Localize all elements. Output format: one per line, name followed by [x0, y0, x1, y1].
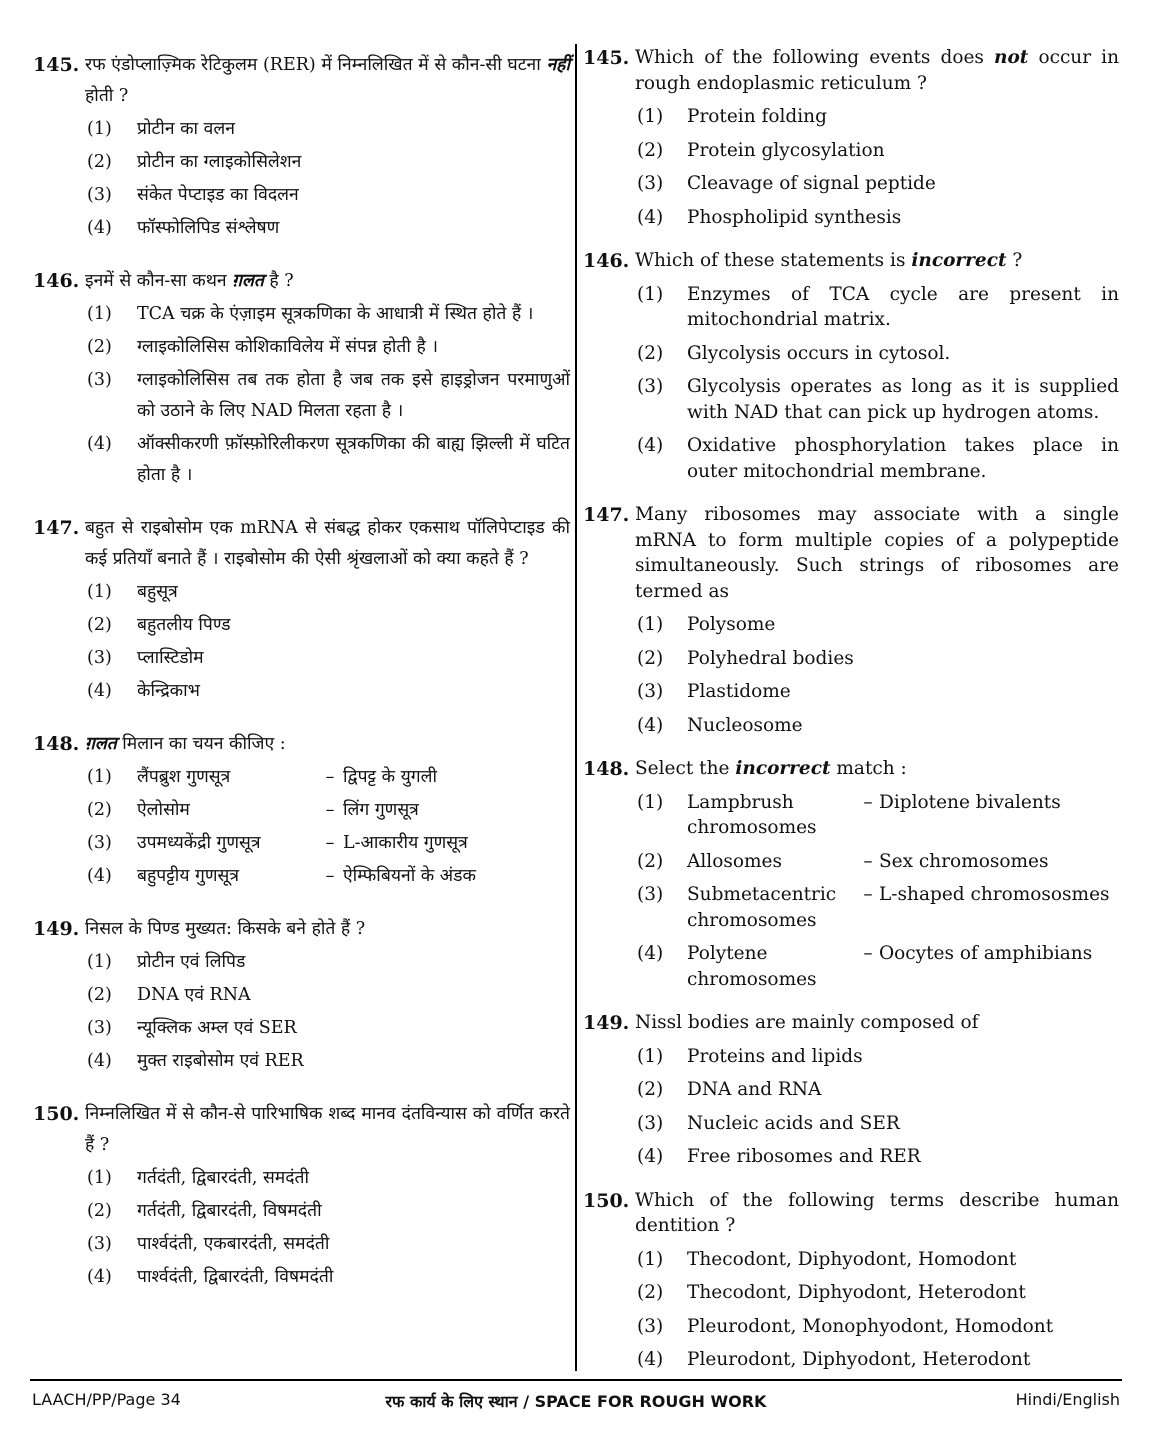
emphasis-word: ग़लत [232, 271, 264, 291]
question-text [85, 1099, 570, 1161]
option [85, 795, 570, 826]
question-145 [33, 50, 570, 244]
option-text: Pleurodont, Diphyodont, Heterodont [687, 1349, 1031, 1370]
column-divider [575, 44, 577, 1371]
option-number: (3) [637, 376, 664, 397]
option-number: (2) [87, 1201, 112, 1221]
option-text: Proteins and lipids [687, 1045, 863, 1067]
question-text-part: ? [1006, 250, 1023, 271]
question-body [85, 1099, 570, 1293]
emphasis-word: not [994, 47, 1029, 68]
question-body [85, 914, 570, 1077]
option [85, 1163, 570, 1194]
question-147 [33, 513, 570, 707]
question-text [85, 729, 570, 760]
option-number: (1) [637, 1045, 664, 1067]
option-text: प्लास्टिडोम [137, 648, 204, 668]
option [635, 1144, 1119, 1170]
option-text: Polyhedral bodies [687, 647, 854, 669]
option-number: (4) [637, 206, 664, 228]
option-number: (3) [637, 1315, 664, 1337]
option-number: (1) [637, 614, 664, 635]
option [635, 1111, 1119, 1137]
question-text [635, 248, 1119, 274]
question-number: 148. [33, 733, 80, 755]
question-body [635, 1010, 1119, 1170]
option-text: प्रोटीन एवं लिपिड [137, 952, 246, 972]
question-text-part: रफ एंडोप्लाज़्मिक रेटिकुलम (RER) में निम्नलिखित में से कौन-सी घटना [85, 55, 547, 75]
question-number: 149. [33, 918, 80, 940]
question-149 [583, 1010, 1119, 1170]
question-text-part: Which of these statements is [635, 250, 912, 271]
option-text: पार्श्वदंती, द्विबारदंती, विषमदंती [137, 1267, 334, 1287]
match-dash: – [863, 850, 873, 872]
question-148 [583, 756, 1119, 992]
option [85, 429, 570, 491]
option-text: DNA एवं RNA [137, 985, 251, 1005]
option-number: (2) [637, 850, 664, 872]
option [85, 577, 570, 608]
option-number: (3) [87, 1018, 112, 1038]
question-text-part: Select the [635, 758, 736, 779]
option-text: Phospholipid synthesis [687, 206, 902, 228]
option-text: गर्तदंती, द्विबारदंती, विषमदंती [137, 1201, 322, 1221]
option-text: Nucleosome [687, 714, 803, 736]
match-right: L-आकारीय गुणसूत्र [343, 833, 468, 853]
option-number: (1) [87, 952, 112, 972]
option [635, 646, 1119, 672]
option [85, 365, 570, 427]
match-pair [137, 795, 570, 826]
emphasis-word: incorrect [911, 250, 1007, 271]
option [635, 205, 1119, 231]
question-text [85, 266, 570, 297]
question-number: 145. [583, 47, 630, 69]
option-number: (2) [637, 139, 664, 161]
option-text: Free ribosomes and RER [687, 1146, 921, 1167]
english-column [583, 44, 1119, 1373]
match-right: L-shaped chromososmes [879, 884, 1110, 905]
option-text: ग्लाइकोलिसिस तब तक होता है जब तक इसे हाइड्रोजन परमाणुओं को उठाने के लिए NAD मिलता रहता है । [137, 370, 570, 421]
question-146 [33, 266, 570, 491]
match-dash: – [863, 943, 873, 964]
option-text: DNA and RNA [687, 1079, 822, 1100]
match-left: Polytene chromosomes [687, 943, 817, 990]
option-text: TCA चक्र के एंज़ाइम सूत्रकणिका के आधात्री में स्थित होते हैं । [137, 304, 534, 324]
option-number: (4) [87, 1267, 112, 1287]
option-text: मुक्त राइबोसोम एवं RER [137, 1051, 304, 1071]
option [85, 676, 570, 707]
option [635, 1247, 1119, 1273]
option-number: (2) [87, 985, 112, 1005]
question-148 [33, 729, 570, 892]
option [635, 941, 1119, 992]
option-number: (2) [637, 647, 664, 669]
option-text: Glycolysis operates as long as it is supplied with NAD that can pick up hydrogen atoms. [687, 376, 1119, 423]
option-number: (4) [637, 1349, 664, 1370]
option-text: बहुतलीय पिण्ड [137, 615, 231, 635]
match-right: Diplotene bivalents [879, 791, 1061, 813]
question-text [635, 756, 1119, 782]
question-number: 146. [33, 270, 80, 292]
question-text-part: है ? [263, 271, 294, 291]
question-body [635, 45, 1119, 230]
option-number: (4) [637, 714, 664, 736]
question-body [85, 266, 570, 491]
option [635, 1347, 1119, 1373]
question-number: 148. [583, 758, 630, 780]
option-number: (3) [87, 370, 112, 390]
option-text: न्यूक्लिक अम्ल एवं SER [137, 1018, 297, 1038]
option [635, 138, 1119, 164]
match-pair [137, 861, 570, 892]
match-pair [687, 849, 1119, 875]
option-text: प्रोटीन का वलन [137, 119, 235, 139]
emphasis-word: ग़लत [85, 734, 117, 754]
question-text-part: निम्नलिखित में से कौन-से पारिभाषिक शब्द मानव दंतविन्यास को वर्णित करते हैं ? [85, 1104, 570, 1155]
option [635, 1314, 1119, 1340]
question-text [85, 513, 570, 575]
question-150 [33, 1099, 570, 1293]
option-text: पार्श्वदंती, एकबारदंती, समदंती [137, 1234, 330, 1254]
question-147 [583, 502, 1119, 738]
hindi-column [33, 44, 570, 1293]
match-right: ऐम्फिबियनों के अंडक [343, 866, 476, 886]
option-number: (4) [87, 866, 112, 886]
option-number: (2) [637, 1282, 664, 1303]
option-number: (1) [637, 791, 664, 813]
option-number: (4) [637, 943, 664, 964]
question-text-part: होती ? [85, 86, 129, 106]
option-text: Protein glycosylation [687, 139, 885, 161]
option-number: (1) [87, 119, 112, 139]
option-text: Cleavage of signal peptide [687, 173, 936, 194]
option-number: (3) [637, 681, 664, 702]
option-text: संकेत पेप्टाइड का विदलन [137, 185, 299, 205]
option-text: Protein folding [687, 106, 827, 127]
option-number: (3) [637, 1112, 664, 1134]
option [85, 643, 570, 674]
option [85, 861, 570, 892]
option [85, 299, 570, 330]
question-text [635, 502, 1119, 604]
option-text: Pleurodont, Monophyodont, Homodont [687, 1315, 1054, 1337]
option-text: केन्द्रिकाभ [137, 681, 200, 701]
option [635, 433, 1119, 484]
option-text: फॉस्फोलिपिड संश्लेषण [137, 218, 280, 238]
question-body [635, 1188, 1119, 1373]
option [85, 762, 570, 793]
emphasis-word: नहीं [546, 55, 570, 75]
option-number: (1) [637, 1248, 664, 1270]
match-pair [137, 828, 570, 859]
question-text-part: Many ribosomes may associate with a single mRNA to form multiple copies of a polypeptide simultaneously. Such strings of ribosomes are termed as [635, 504, 1119, 602]
question-body [85, 50, 570, 244]
option [635, 612, 1119, 638]
question-number: 147. [583, 504, 630, 526]
match-pair [687, 941, 1119, 992]
question-text-part: match : [830, 758, 907, 779]
option-number: (2) [637, 1079, 664, 1100]
option [635, 713, 1119, 739]
question-text [635, 45, 1119, 96]
option [85, 1262, 570, 1293]
match-left: Submetacentric chromosomes [687, 884, 837, 931]
option-number: (1) [637, 283, 664, 305]
option [85, 828, 570, 859]
option [85, 147, 570, 178]
match-dash: – [325, 866, 335, 886]
option-text: ग्लाइकोलिसिस कोशिकाविलेय में संपन्न होती है । [137, 337, 438, 357]
option-text: Oxidative phosphorylation takes place in outer mitochondrial membrane. [687, 435, 1119, 482]
option-text: Nucleic acids and SER [687, 1112, 900, 1134]
match-dash: – [863, 884, 873, 905]
match-dash: – [863, 791, 873, 813]
option [635, 1044, 1119, 1070]
question-150 [583, 1188, 1119, 1373]
footer-rough-work: रफ कार्य के लिए स्थान / SPACE FOR ROUGH WORK [385, 1392, 767, 1411]
question-text-part: निसल के पिण्ड मुख्यत: किसके बने होते हैं ? [85, 919, 366, 939]
option-number: (2) [87, 337, 112, 357]
footer-language: Hindi/English [1015, 1390, 1120, 1409]
option [85, 610, 570, 641]
option [85, 332, 570, 363]
option-text: Polysome [687, 614, 776, 635]
match-left: बहुपट्टीय गुणसूत्र [137, 866, 240, 886]
question-body [635, 248, 1119, 484]
question-text-part: Which of the following terms describe human dentition ? [635, 1189, 1119, 1236]
match-pair [687, 882, 1119, 933]
option [635, 679, 1119, 705]
question-text [635, 1010, 1119, 1036]
option-number: (2) [87, 615, 112, 635]
match-dash: – [325, 800, 335, 820]
question-text-part: बहुत से राइबोसोम एक mRNA से संबद्ध होकर एकसाथ पॉलिपेप्टाइड की कई प्रतियाँ बनाते हैं । राइबोसोम की ऐसी श्रृंखलाओं को क्या कहते हैं ? [85, 518, 570, 569]
option-text: प्रोटीन का ग्लाइकोसिलेशन [137, 152, 302, 172]
option [85, 980, 570, 1011]
match-dash: – [325, 767, 335, 787]
option [85, 114, 570, 145]
match-pair [137, 762, 570, 793]
option-number: (3) [637, 173, 664, 194]
option-number: (1) [87, 767, 112, 787]
option-number: (4) [87, 218, 112, 238]
option-number: (3) [87, 1234, 112, 1254]
question-number: 150. [33, 1103, 80, 1125]
option [85, 1196, 570, 1227]
match-left: उपमध्यकेंद्री गुणसूत्र [137, 833, 261, 853]
option-text: बहुसूत्र [137, 582, 178, 602]
option-number: (2) [87, 152, 112, 172]
option-text: Plastidome [687, 681, 791, 702]
match-right: द्विपट्ट के युगली [343, 767, 438, 787]
match-left: लैंपब्रुश गुणसूत्र [137, 767, 231, 787]
question-body [635, 756, 1119, 992]
option [635, 849, 1119, 875]
question-text-part: मिलान का चयन कीजिए : [116, 734, 286, 754]
option-number: (3) [87, 185, 112, 205]
option-number: (2) [637, 342, 664, 364]
option-text: Thecodont, Diphyodont, Homodont [687, 1248, 1017, 1270]
question-body [85, 513, 570, 707]
question-text-part: Nissl bodies are mainly composed of [635, 1012, 979, 1033]
page-footer [30, 1390, 1122, 1412]
option-number: (3) [87, 648, 112, 668]
option-text: Thecodont, Diphyodont, Heterodont [687, 1282, 1026, 1303]
option [85, 1229, 570, 1260]
footer-page-code: LAACH/PP/Page 34 [32, 1390, 181, 1409]
match-right: Oocytes of amphibians [879, 943, 1093, 964]
question-number: 149. [583, 1012, 630, 1034]
question-number: 146. [583, 250, 630, 272]
option-text: Enzymes of TCA cycle are present in mitochondrial matrix. [687, 283, 1119, 330]
question-body [635, 502, 1119, 738]
match-pair [687, 790, 1119, 841]
question-text-part: occur in rough endoplasmic reticulum ? [635, 47, 1119, 94]
option-number: (1) [87, 304, 112, 324]
question-text-part: इनमें से कौन-सा कथन [85, 271, 233, 291]
option [635, 104, 1119, 130]
question-body [85, 729, 570, 892]
match-dash: – [325, 833, 335, 853]
question-number: 150. [583, 1189, 630, 1212]
match-right: Sex chromosomes [879, 850, 1049, 872]
option-number: (1) [637, 106, 664, 127]
option-text: गर्तदंती, द्विबारदंती, समदंती [137, 1168, 310, 1188]
question-number: 147. [33, 517, 80, 539]
question-146 [583, 248, 1119, 484]
option [635, 171, 1119, 197]
option [635, 882, 1119, 933]
option-number: (3) [87, 833, 112, 853]
option-number: (4) [87, 434, 112, 454]
option [635, 790, 1119, 841]
option-number: (4) [637, 1146, 664, 1167]
option [635, 374, 1119, 425]
option [85, 1013, 570, 1044]
footer-rule [30, 1379, 1122, 1381]
option [85, 213, 570, 244]
option-number: (3) [637, 884, 664, 905]
option [635, 1280, 1119, 1306]
option-number: (4) [637, 435, 664, 456]
emphasis-word: incorrect [735, 758, 831, 779]
match-left: Allosomes [687, 850, 782, 872]
option [85, 947, 570, 978]
option-text: ऑक्सीकरणी फ़ॉस्फ़ोरिलीकरण सूत्रकणिका की बाह्य झिल्ली में घटित होता है । [137, 434, 570, 485]
question-text-part: Which of the following events does [635, 47, 995, 68]
option [635, 1077, 1119, 1103]
option-number: (4) [87, 681, 112, 701]
option [635, 282, 1119, 333]
question-text [85, 50, 570, 112]
option-number: (1) [87, 582, 112, 602]
question-text [635, 1188, 1119, 1239]
question-149 [33, 914, 570, 1077]
option-text: Glycolysis occurs in cytosol. [687, 342, 951, 364]
match-left: ऐलोसोम [137, 800, 190, 820]
match-right: लिंग गुणसूत्र [343, 800, 419, 820]
option-number: (4) [87, 1051, 112, 1071]
question-text [85, 914, 570, 945]
option [85, 1046, 570, 1077]
option [635, 341, 1119, 367]
option [85, 180, 570, 211]
option-number: (1) [87, 1168, 112, 1188]
option-number: (2) [87, 800, 112, 820]
question-number: 145. [33, 54, 80, 76]
question-145 [583, 45, 1119, 230]
match-left: Lampbrush chromosomes [687, 791, 817, 838]
